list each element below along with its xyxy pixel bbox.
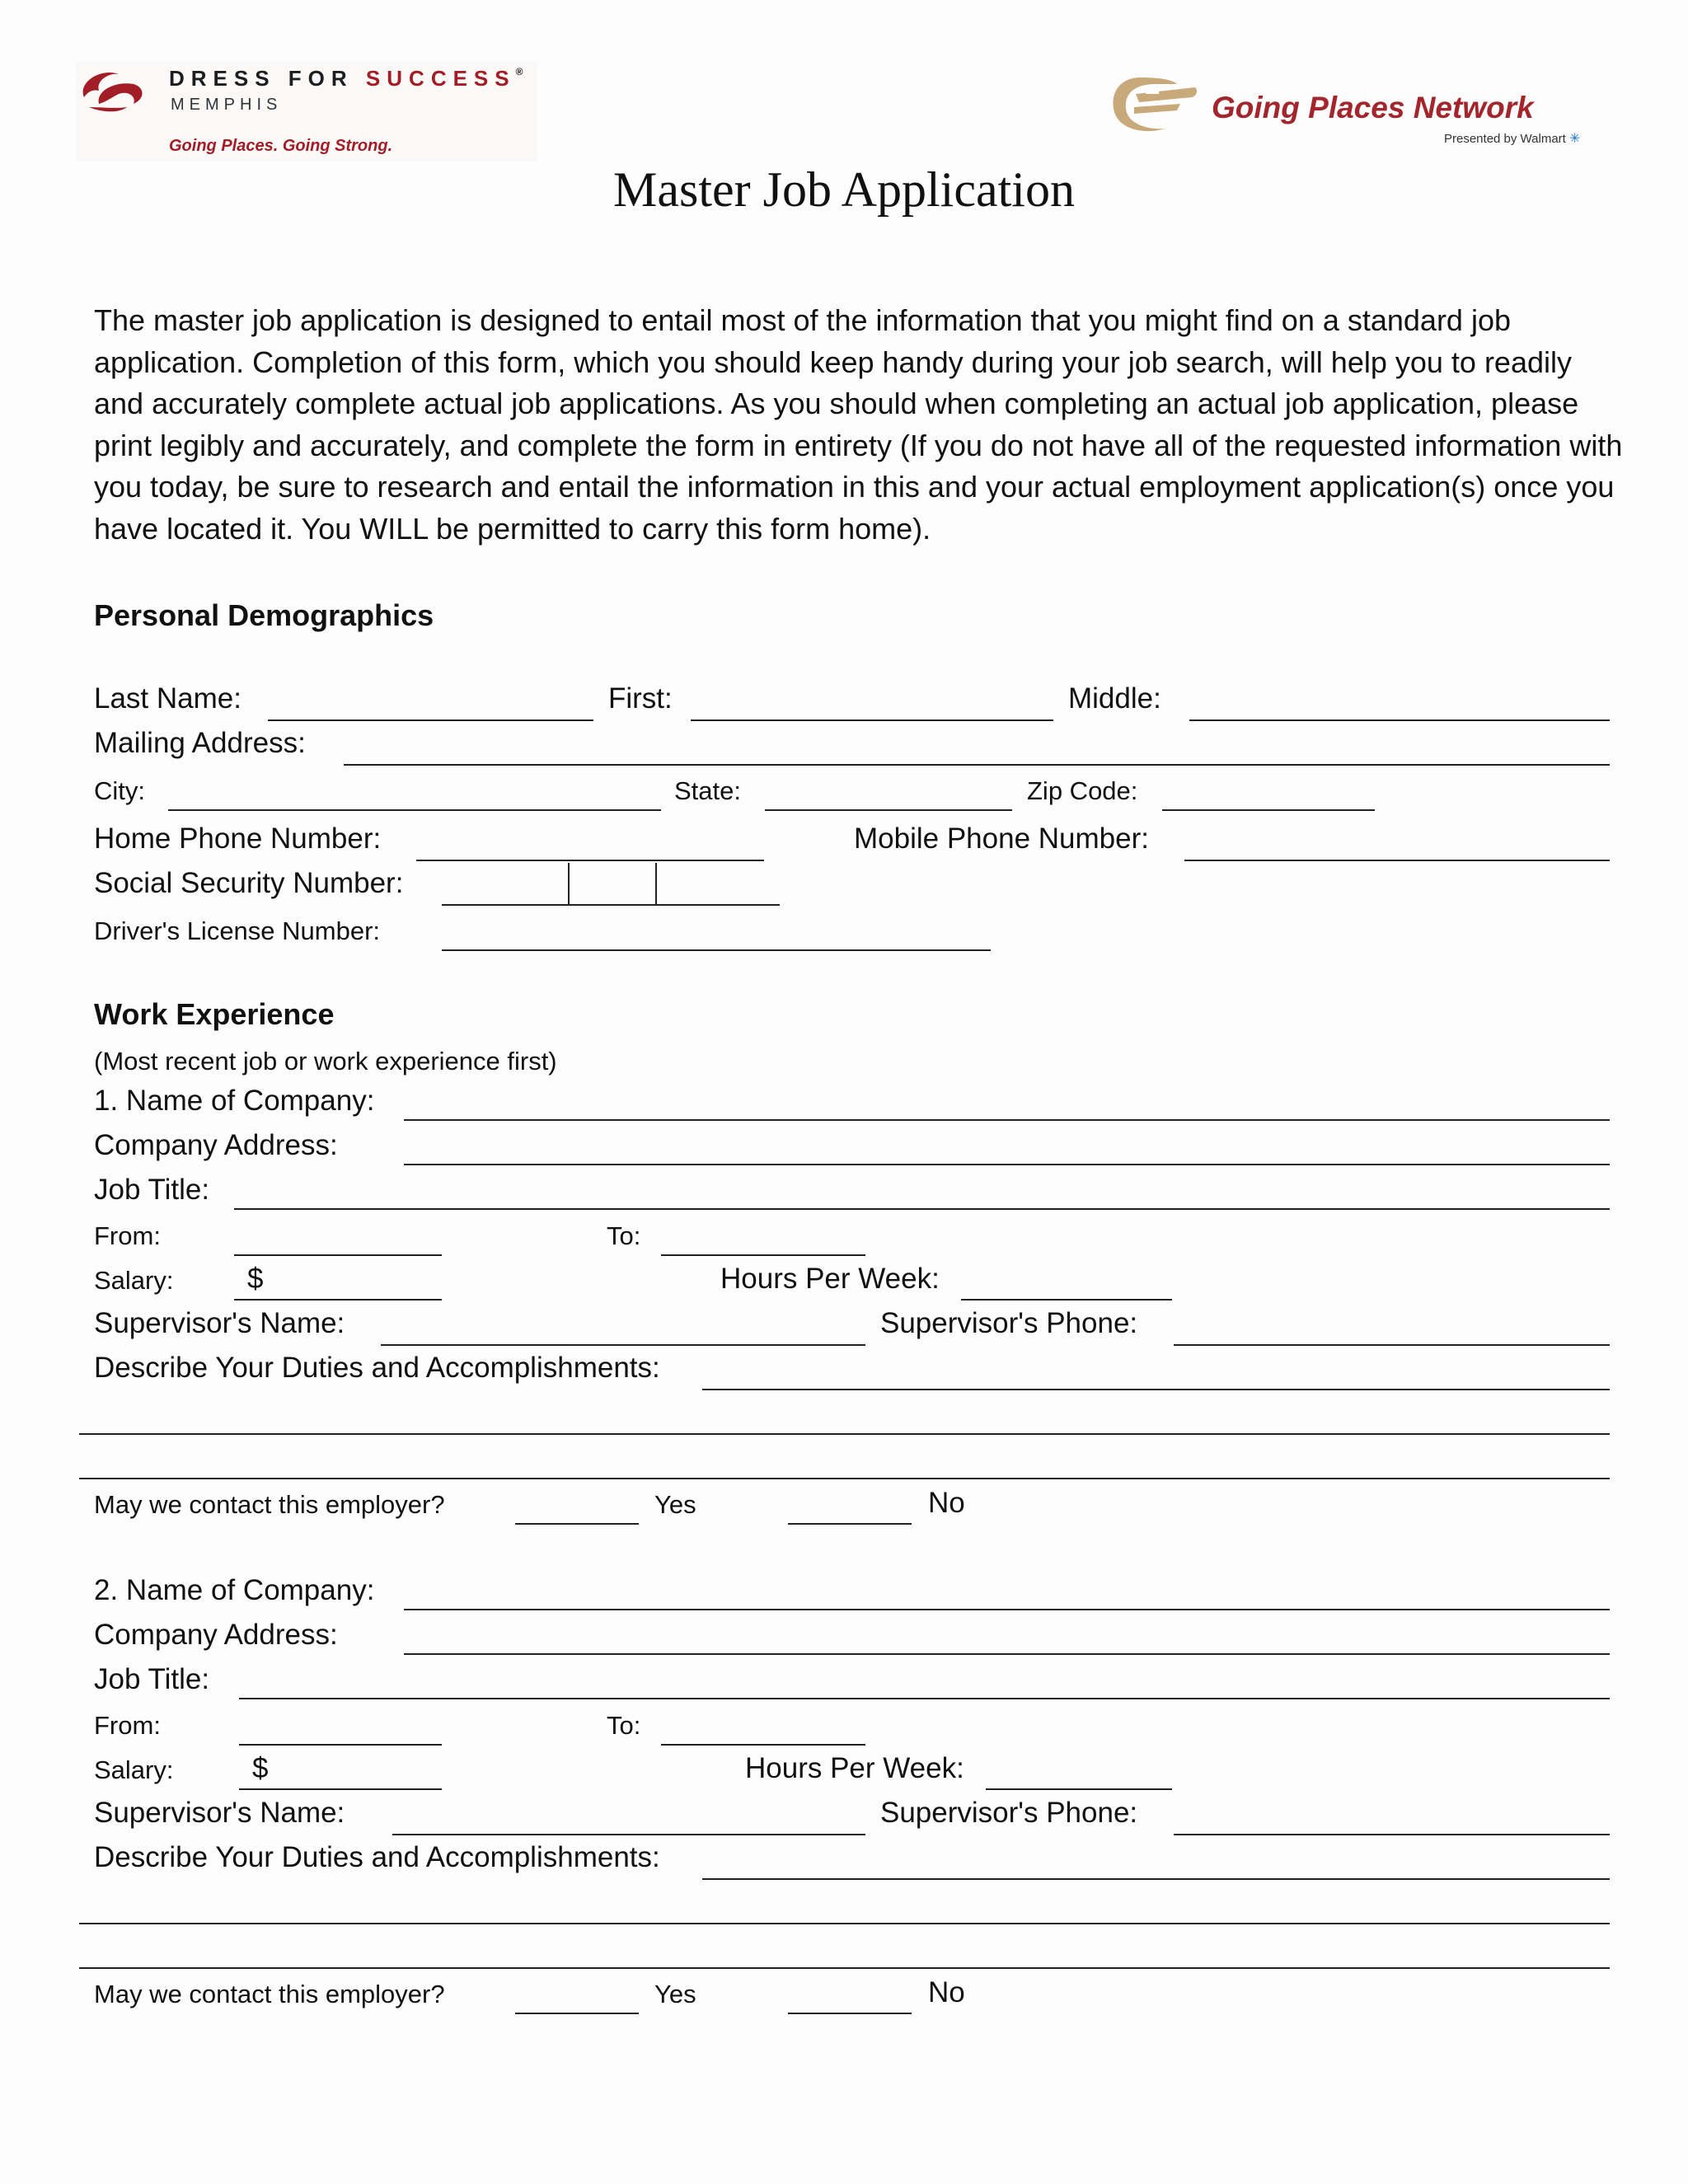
from-date-field[interactable]	[239, 1744, 442, 1746]
dress-for-success-tagline: Going Places. Going Strong.	[169, 137, 393, 155]
hours-per-week-label: Hours Per Week:	[745, 1752, 964, 1784]
intro-paragraph: The master job application is designed to entail most of the information that you might find on a standard job application. Completion of this form, which you should keep handy during your job search, will help you to readily and accurately complete actual job applications. As you should when completing an actual job application, please print legibly and accurately, and complete the form in entirety (If you do not have all of the requested information with you today, be sure to research and entail the information in this and your actual employment application(s) once you have located it. You WILL be permitted to carry this form home).	[94, 303, 1623, 546]
contact-no-field[interactable]	[788, 2013, 912, 2014]
state-field[interactable]	[765, 809, 1012, 811]
contact-no-label: No	[928, 1487, 965, 1519]
supervisor-name-label: Supervisor's Name:	[94, 1307, 345, 1339]
duties-label: Describe Your Duties and Accomplishments:	[94, 1352, 660, 1384]
ssn-divider	[568, 863, 570, 904]
from-label: From:	[94, 1221, 161, 1250]
contact-yes-field[interactable]	[515, 2013, 639, 2014]
hours-per-week-field[interactable]	[961, 1299, 1172, 1301]
job-title-label: Job Title:	[94, 1174, 210, 1206]
to-label: To:	[607, 1221, 641, 1250]
company-address-label: Company Address:	[94, 1619, 338, 1651]
contact-no-label: No	[928, 1976, 965, 2008]
going-places-network-logo-icon	[1106, 69, 1205, 137]
to-date-field[interactable]	[661, 1254, 865, 1256]
mailing-address-label: Mailing Address:	[94, 727, 306, 759]
mailing-address-field[interactable]	[344, 764, 1610, 766]
job-title-field[interactable]	[234, 1208, 1610, 1210]
supervisor-phone-label: Supervisor's Phone:	[880, 1307, 1138, 1339]
company-name-field[interactable]	[404, 1609, 1610, 1610]
supervisor-name-field[interactable]	[392, 1834, 865, 1835]
mobile-phone-field[interactable]	[1184, 860, 1610, 861]
duties-field-line[interactable]	[79, 1478, 1610, 1479]
contact-yes-label: Yes	[654, 1980, 696, 2008]
home-phone-field[interactable]	[416, 860, 764, 861]
dollar-sign: $	[252, 1752, 269, 1784]
company-address-field[interactable]	[404, 1164, 1610, 1165]
company-name-label: 1. Name of Company:	[94, 1085, 375, 1117]
middle-name-field[interactable]	[1189, 719, 1610, 721]
first-name-field[interactable]	[691, 719, 1053, 721]
company-name-label: 2. Name of Company:	[94, 1574, 375, 1606]
salary-field[interactable]	[239, 1788, 442, 1790]
last-name-label: Last Name:	[94, 682, 241, 715]
dress-for-success-city: MEMPHIS	[171, 96, 283, 114]
salary-field[interactable]	[234, 1299, 442, 1301]
from-label: From:	[94, 1711, 161, 1740]
dress-for-success-logo-icon	[76, 66, 150, 115]
drivers-license-label: Driver's License Number:	[94, 916, 381, 945]
zip-code-field[interactable]	[1162, 809, 1375, 811]
contact-no-field[interactable]	[788, 1523, 912, 1525]
city-field[interactable]	[168, 809, 661, 811]
last-name-field[interactable]	[268, 719, 593, 721]
supervisor-phone-field[interactable]	[1174, 1834, 1610, 1835]
job-title-label: Job Title:	[94, 1663, 210, 1695]
going-places-network-name: Going Places Network	[1212, 91, 1534, 124]
personal-demographics-heading: Personal Demographics	[94, 598, 434, 632]
dollar-sign: $	[247, 1263, 264, 1295]
first-name-label: First:	[608, 682, 673, 715]
duties-field-line[interactable]	[79, 1923, 1610, 1924]
contact-employer-label: May we contact this employer?	[94, 1490, 445, 1519]
duties-field-line[interactable]	[79, 1433, 1610, 1435]
salary-label: Salary:	[94, 1266, 174, 1295]
city-label: City:	[94, 776, 145, 805]
from-date-field[interactable]	[234, 1254, 442, 1256]
company-name-field[interactable]	[404, 1119, 1610, 1121]
duties-field-line[interactable]	[79, 1967, 1610, 1969]
drivers-license-field[interactable]	[442, 949, 991, 951]
hours-per-week-field[interactable]	[986, 1788, 1172, 1790]
ssn-label: Social Security Number:	[94, 867, 404, 899]
work-experience-subheading: (Most recent job or work experience first)	[94, 1047, 557, 1076]
walmart-spark-icon: ✳	[1569, 132, 1581, 146]
state-label: State:	[674, 776, 741, 805]
duties-field[interactable]	[702, 1878, 1610, 1880]
job-title-field[interactable]	[239, 1698, 1610, 1699]
to-label: To:	[607, 1711, 641, 1740]
supervisor-phone-label: Supervisor's Phone:	[880, 1797, 1138, 1829]
page-title: Master Job Application	[613, 162, 1075, 217]
work-experience-heading: Work Experience	[94, 997, 335, 1031]
duties-field[interactable]	[702, 1389, 1610, 1390]
supervisor-phone-field[interactable]	[1174, 1344, 1610, 1346]
to-date-field[interactable]	[661, 1744, 865, 1746]
contact-yes-field[interactable]	[515, 1523, 639, 1525]
company-address-label: Company Address:	[94, 1129, 338, 1161]
home-phone-label: Home Phone Number:	[94, 823, 382, 855]
supervisor-name-field[interactable]	[381, 1344, 865, 1346]
dress-for-success-wordmark: DRESS FOR SUCCESS®	[169, 66, 523, 91]
presented-by-walmart: Presented by Walmart ✳	[1444, 132, 1581, 146]
salary-label: Salary:	[94, 1755, 174, 1784]
contact-employer-label: May we contact this employer?	[94, 1980, 445, 2008]
company-address-field[interactable]	[404, 1653, 1610, 1655]
ssn-field[interactable]	[442, 904, 780, 906]
duties-label: Describe Your Duties and Accomplishments:	[94, 1841, 660, 1873]
supervisor-name-label: Supervisor's Name:	[94, 1797, 345, 1829]
ssn-divider	[655, 863, 657, 904]
zip-code-label: Zip Code:	[1027, 776, 1138, 805]
mobile-phone-label: Mobile Phone Number:	[854, 823, 1149, 855]
hours-per-week-label: Hours Per Week:	[720, 1263, 940, 1295]
contact-yes-label: Yes	[654, 1490, 696, 1519]
middle-name-label: Middle:	[1068, 682, 1161, 715]
